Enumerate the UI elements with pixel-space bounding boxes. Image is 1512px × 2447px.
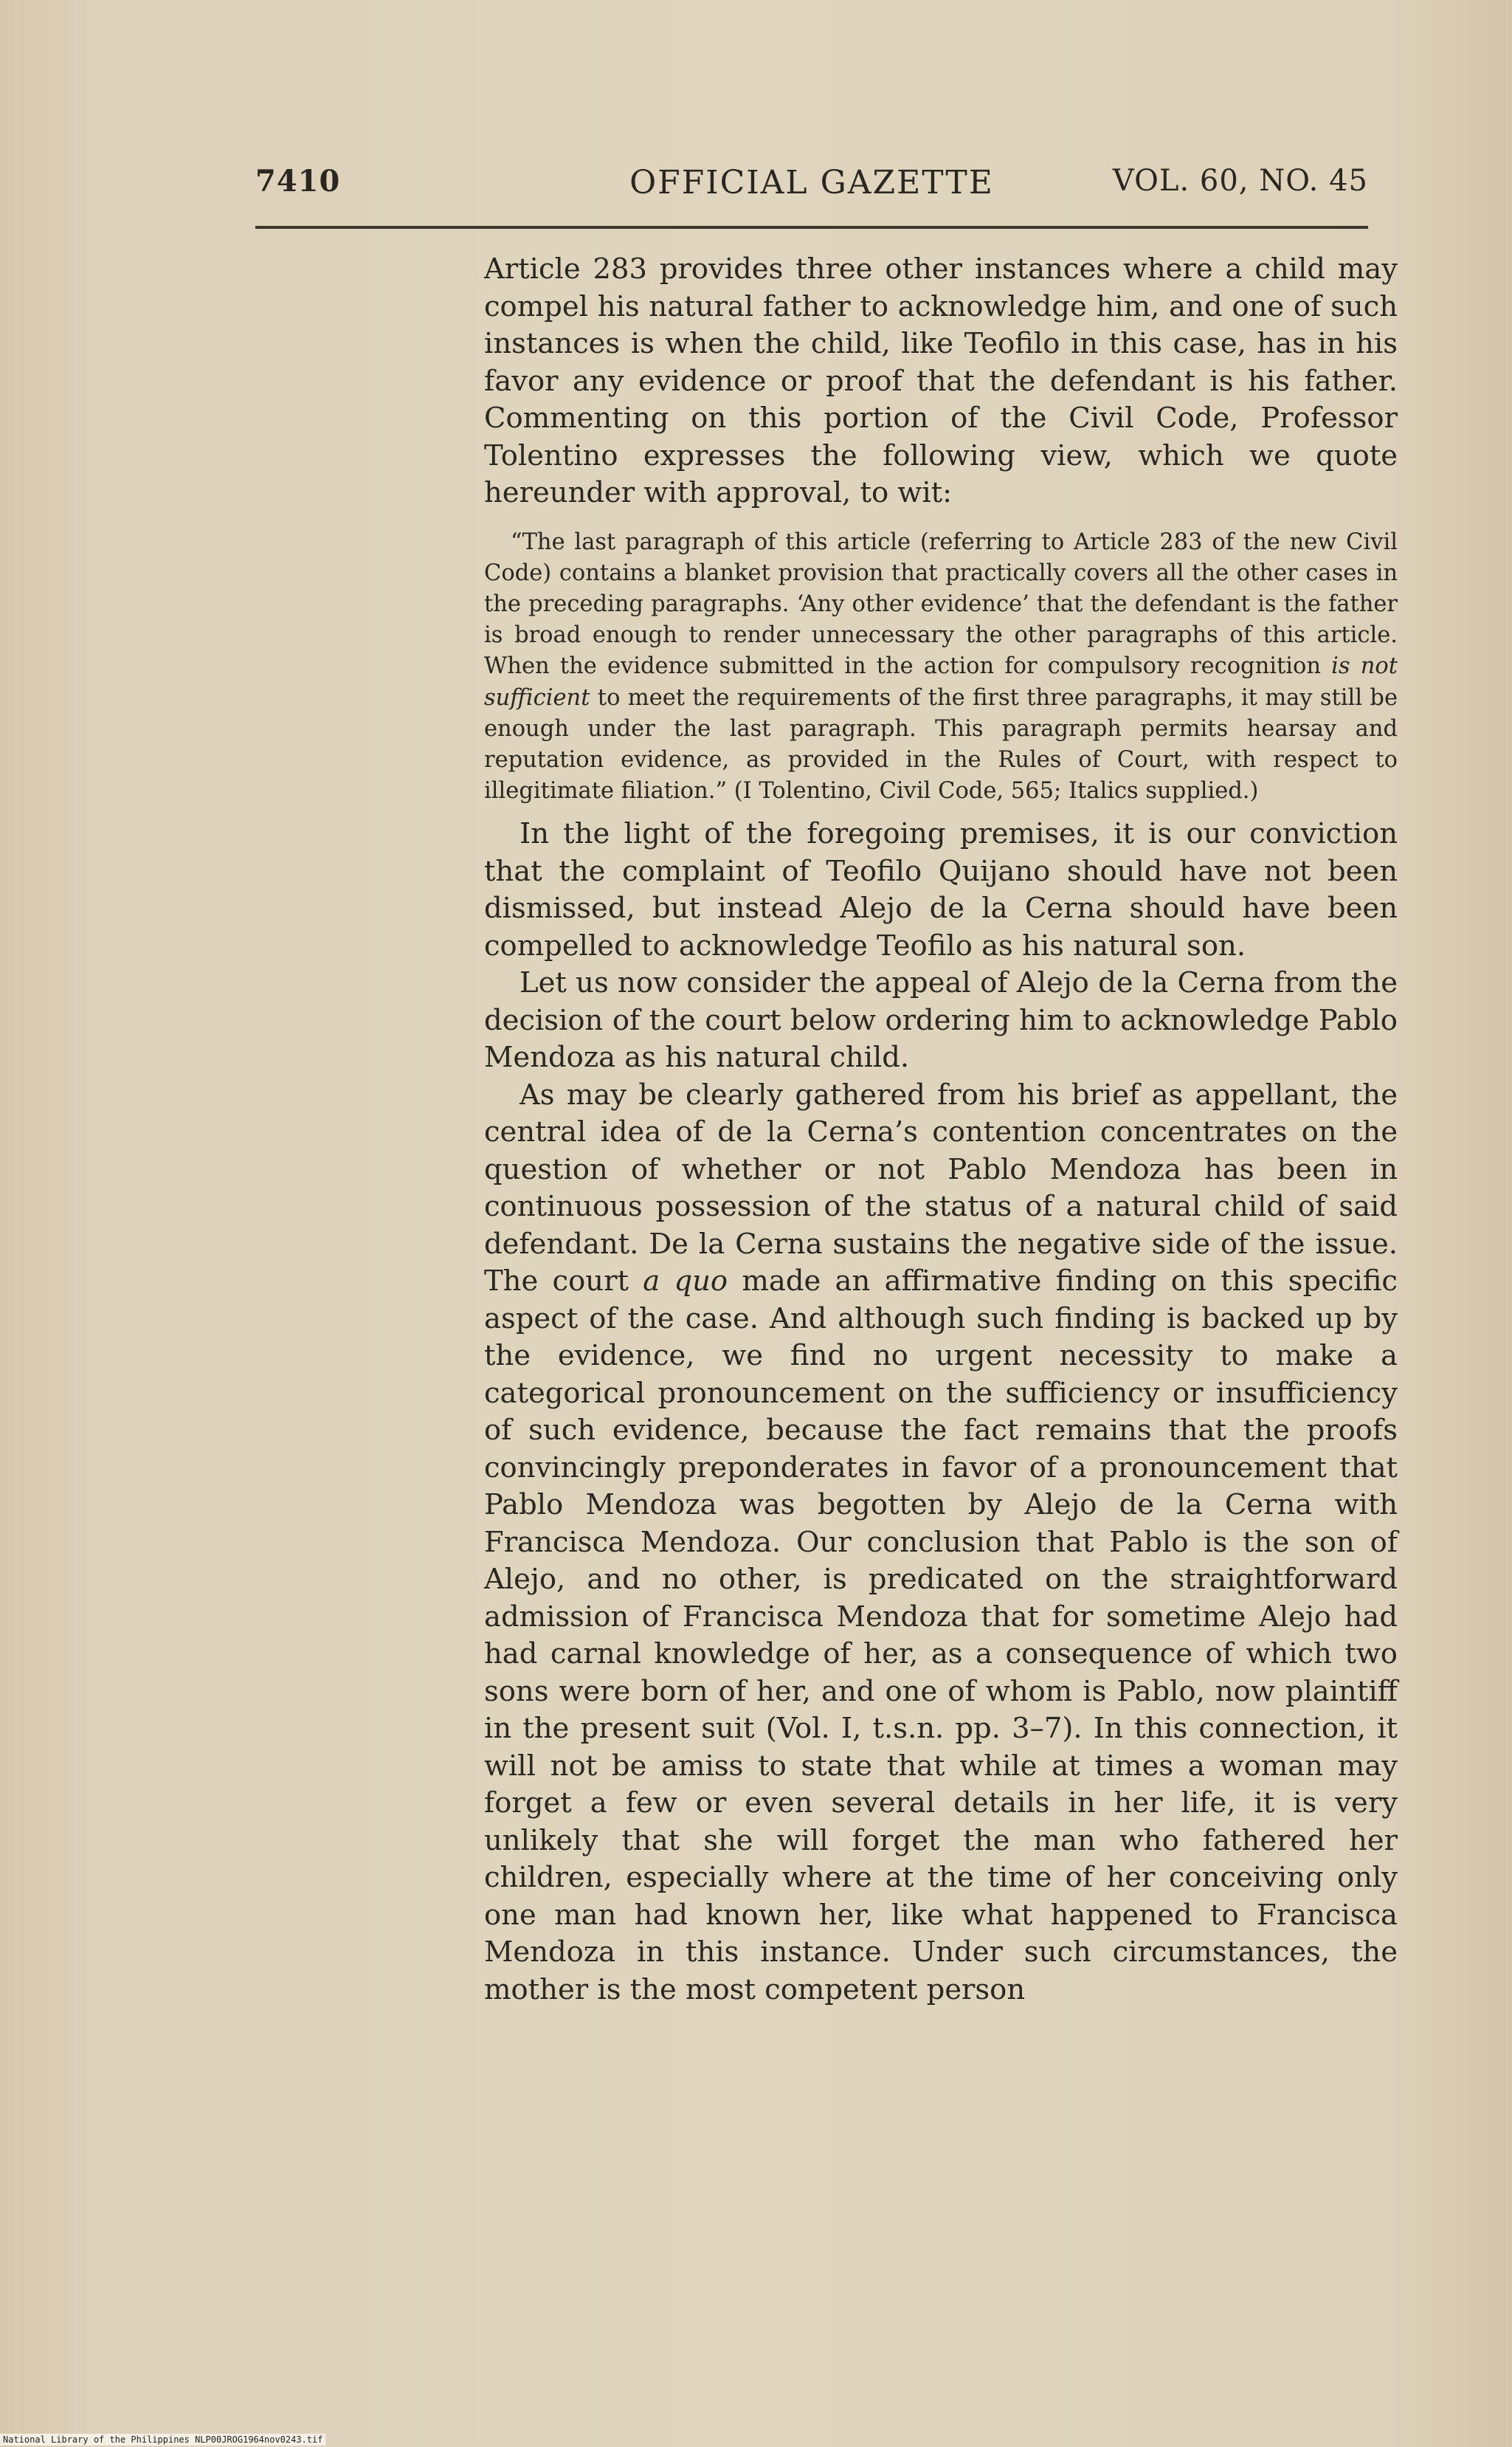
- scan-source-caption: National Library of the Philippines NLP00JROG1964nov0243.tif: [0, 2434, 325, 2446]
- quote-italic: is not sufficient: [484, 653, 1398, 711]
- quote-paragraph: [484, 527, 1398, 808]
- publication-title: OFFICIAL GAZETTE: [629, 164, 994, 202]
- page-number: 7410: [255, 164, 341, 199]
- paragraph-article-283: Article 283 provides three other instances where a child may compel his natural father to acknowledge him, and one of such instances is when the child, like Teofilo in this case, has in his favor any evidence or proof that the defendant is his father. Commenting on this portion of the Civil Code, Professor Tolentino expresses the following view, which we quote hereunder with approval, to wit:: [484, 252, 1398, 509]
- paragraph-appeal: Let us now consider the appeal of Alejo de la Cerna from the decision of the court below ordering him to acknowledge Pablo Mendoza as his natural child.: [484, 966, 1398, 1075]
- volume-number: VOL. 60, NO. 45: [1112, 164, 1368, 198]
- paragraph-contention: [484, 1077, 1398, 2009]
- paragraph-conviction: In the light of the foregoing premises, it is our conviction that the complaint of Teofilo Quijano should have not been dismissed, but instead Alejo de la Cerna should have been compelled to acknowledge Teofilo as his natural son.: [484, 817, 1398, 963]
- contention-text-end: made an affirmative finding on this specific aspect of the case. And although such finding is backed up by the evidence, we find no urgent necessity to make a categorical pronouncement on the sufficiency or insufficiency of such evidence, because the fact remains that the proofs convincingly preponderates in favor of a pronouncement that Pablo Mendoza was begotten by Alejo de la Cerna with Francisca Mendoza. Our conclusion that Pablo is the son of Alejo, and no other, is predicated on the straightforward admission of Francisca Mendoza that for sometime Alejo had had carnal knowledge of her, as a consequence of which two sons were born of her, and one of whom is Pablo, now plaintiff in the present suit (Vol. I, t.s.n. pp. 3–7). In this connection, it will not be amiss to state that while at times a woman may forget a few or even several details in her life, it is very unlikely that she will forget the man who fathered her children, especially where at the time of her conceiving only one man had known her, like what happened to Francisca Mendoza in this instance. Under such circumstances, the mother is the most competent person: [484, 1264, 1398, 2006]
- contention-italic: a quo: [643, 1264, 728, 1298]
- body-column: [484, 251, 1398, 2009]
- quote-text-end: to meet the requirements of the first three paragraphs, it may still be enough under the last paragraph. This paragraph permits hearsay and reputation evidence, as provided in the Rules of Court, with respect to illegitimate filiation.” (I Tolentino, Civil Code, 565; Italics supplied.): [484, 684, 1398, 805]
- quote-text-start: “The last paragraph of this article (referring to Article 283 of the new Civil Code) contains a blanket provision that practically covers all the other cases in the preceding paragraphs. ‘Any other evidence’ that the defendant is the father is broad enough to render unnecessary the other paragraphs of this article. When the evidence submitted in the action for compulsory recognition: [484, 529, 1398, 680]
- contention-text-start: As may be clearly gathered from his brief as appellant, the central idea of de la Cerna’s contention concentrates on the question of whether or not Pablo Mendoza has been in continuous possession of the status of a natural child of said defendant. De la Cerna sustains the negative side of the issue. The court: [484, 1078, 1398, 1298]
- block-quote: [484, 527, 1398, 808]
- page-header: [255, 164, 1368, 208]
- header-rule: [255, 226, 1368, 229]
